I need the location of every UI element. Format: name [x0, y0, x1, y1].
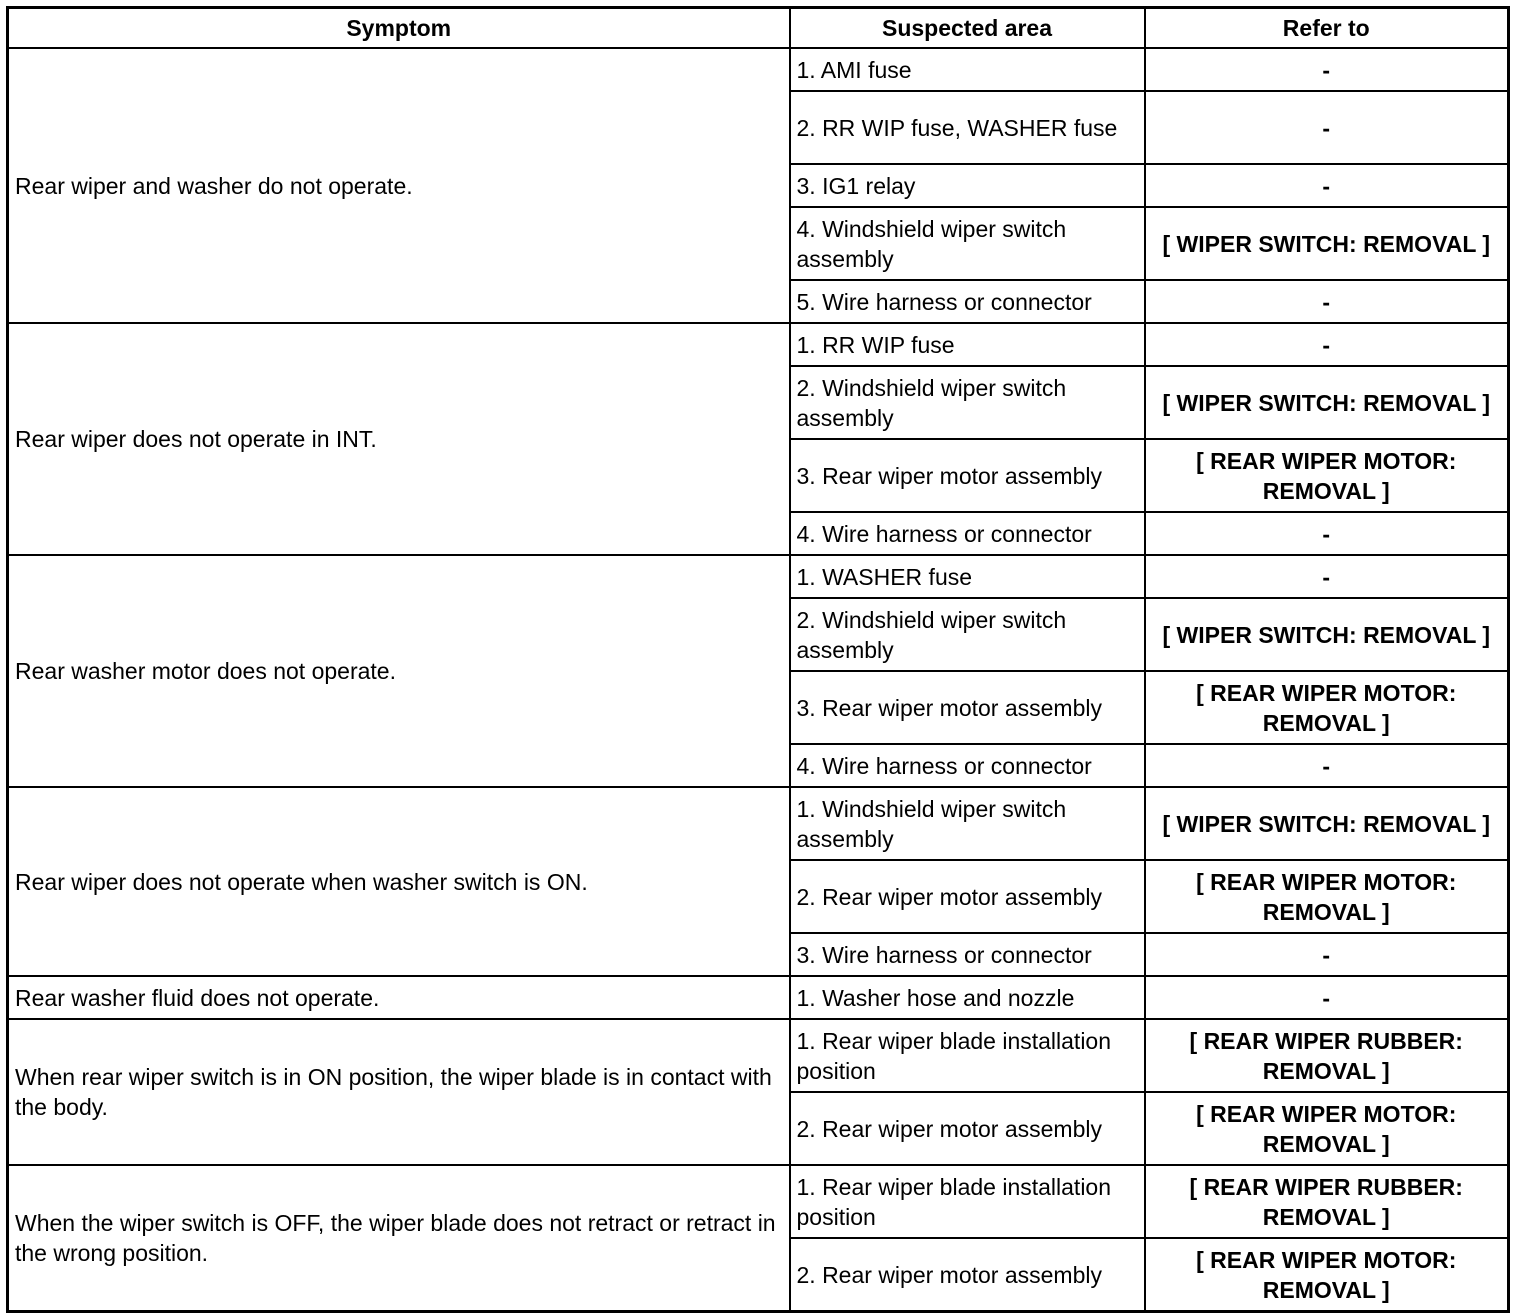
refer-to-cell: - [1145, 555, 1509, 598]
suspected-area-cell: 3. Rear wiper motor assembly [790, 671, 1145, 744]
refer-to-cell: - [1145, 323, 1509, 366]
suspected-area-cell: 1. WASHER fuse [790, 555, 1145, 598]
refer-to-cell: [ REAR WIPER MOTOR: REMOVAL ] [1145, 1238, 1509, 1312]
refer-to-cell: - [1145, 976, 1509, 1019]
table-row [8, 787, 1509, 860]
suspected-area-cell: 1. Windshield wiper switch assembly [790, 787, 1145, 860]
table-row [8, 323, 1509, 366]
refer-to-cell: [ REAR WIPER MOTOR: REMOVAL ] [1145, 860, 1509, 933]
refer-to-cell: [ WIPER SWITCH: REMOVAL ] [1145, 787, 1509, 860]
suspected-area-cell: 4. Wire harness or connector [790, 744, 1145, 787]
suspected-area-cell: 3. Rear wiper motor assembly [790, 439, 1145, 512]
symptom-cell: When the wiper switch is OFF, the wiper blade does not retract or retract in the wrong position. [8, 1165, 790, 1312]
symptom-cell: Rear washer motor does not operate. [8, 555, 790, 787]
refer-to-cell: [ REAR WIPER RUBBER: REMOVAL ] [1145, 1019, 1509, 1092]
suspected-area-cell: 1. Rear wiper blade installation position [790, 1019, 1145, 1092]
suspected-area-cell: 2. Rear wiper motor assembly [790, 1238, 1145, 1312]
table-row [8, 48, 1509, 91]
suspected-area-cell: 1. Rear wiper blade installation position [790, 1165, 1145, 1238]
symptom-cell: Rear wiper and washer do not operate. [8, 48, 790, 323]
refer-to-cell: - [1145, 512, 1509, 555]
header-row [8, 8, 1509, 49]
refer-to-cell: [ REAR WIPER MOTOR: REMOVAL ] [1145, 439, 1509, 512]
table-row [8, 1019, 1509, 1092]
refer-to-cell: [ REAR WIPER MOTOR: REMOVAL ] [1145, 1092, 1509, 1165]
suspected-area-cell: 1. Washer hose and nozzle [790, 976, 1145, 1019]
refer-to-cell: - [1145, 91, 1509, 164]
table-body [8, 48, 1509, 1312]
symptom-cell: Rear wiper does not operate in INT. [8, 323, 790, 555]
refer-to-cell: - [1145, 48, 1509, 91]
suspected-area-cell: 3. IG1 relay [790, 164, 1145, 207]
suspected-area-cell: 3. Wire harness or connector [790, 933, 1145, 976]
refer-to-cell: - [1145, 744, 1509, 787]
header-symptom: Symptom [8, 8, 790, 49]
suspected-area-cell: 4. Windshield wiper switch assembly [790, 207, 1145, 280]
symptom-cell: Rear washer fluid does not operate. [8, 976, 790, 1019]
header-refer-to: Refer to [1145, 8, 1509, 49]
symptom-cell: Rear wiper does not operate when washer switch is ON. [8, 787, 790, 976]
refer-to-cell: [ REAR WIPER MOTOR: REMOVAL ] [1145, 671, 1509, 744]
refer-to-cell: - [1145, 164, 1509, 207]
table-row [8, 1165, 1509, 1238]
suspected-area-cell: 1. RR WIP fuse [790, 323, 1145, 366]
refer-to-cell: [ WIPER SWITCH: REMOVAL ] [1145, 207, 1509, 280]
header-suspected-area: Suspected area [790, 8, 1145, 49]
suspected-area-cell: 4. Wire harness or connector [790, 512, 1145, 555]
refer-to-cell: [ WIPER SWITCH: REMOVAL ] [1145, 598, 1509, 671]
suspected-area-cell: 2. Rear wiper motor assembly [790, 860, 1145, 933]
suspected-area-cell: 2. Windshield wiper switch assembly [790, 598, 1145, 671]
table-row [8, 976, 1509, 1019]
suspected-area-cell: 2. Windshield wiper switch assembly [790, 366, 1145, 439]
refer-to-cell: - [1145, 280, 1509, 323]
suspected-area-cell: 1. AMI fuse [790, 48, 1145, 91]
symptom-cell: When rear wiper switch is in ON position, the wiper blade is in contact with the body. [8, 1019, 790, 1165]
suspected-area-cell: 2. RR WIP fuse, WASHER fuse [790, 91, 1145, 164]
refer-to-cell: - [1145, 933, 1509, 976]
suspected-area-cell: 5. Wire harness or connector [790, 280, 1145, 323]
table-row [8, 555, 1509, 598]
troubleshooting-table [6, 6, 1510, 1313]
suspected-area-cell: 2. Rear wiper motor assembly [790, 1092, 1145, 1165]
refer-to-cell: [ WIPER SWITCH: REMOVAL ] [1145, 366, 1509, 439]
refer-to-cell: [ REAR WIPER RUBBER: REMOVAL ] [1145, 1165, 1509, 1238]
